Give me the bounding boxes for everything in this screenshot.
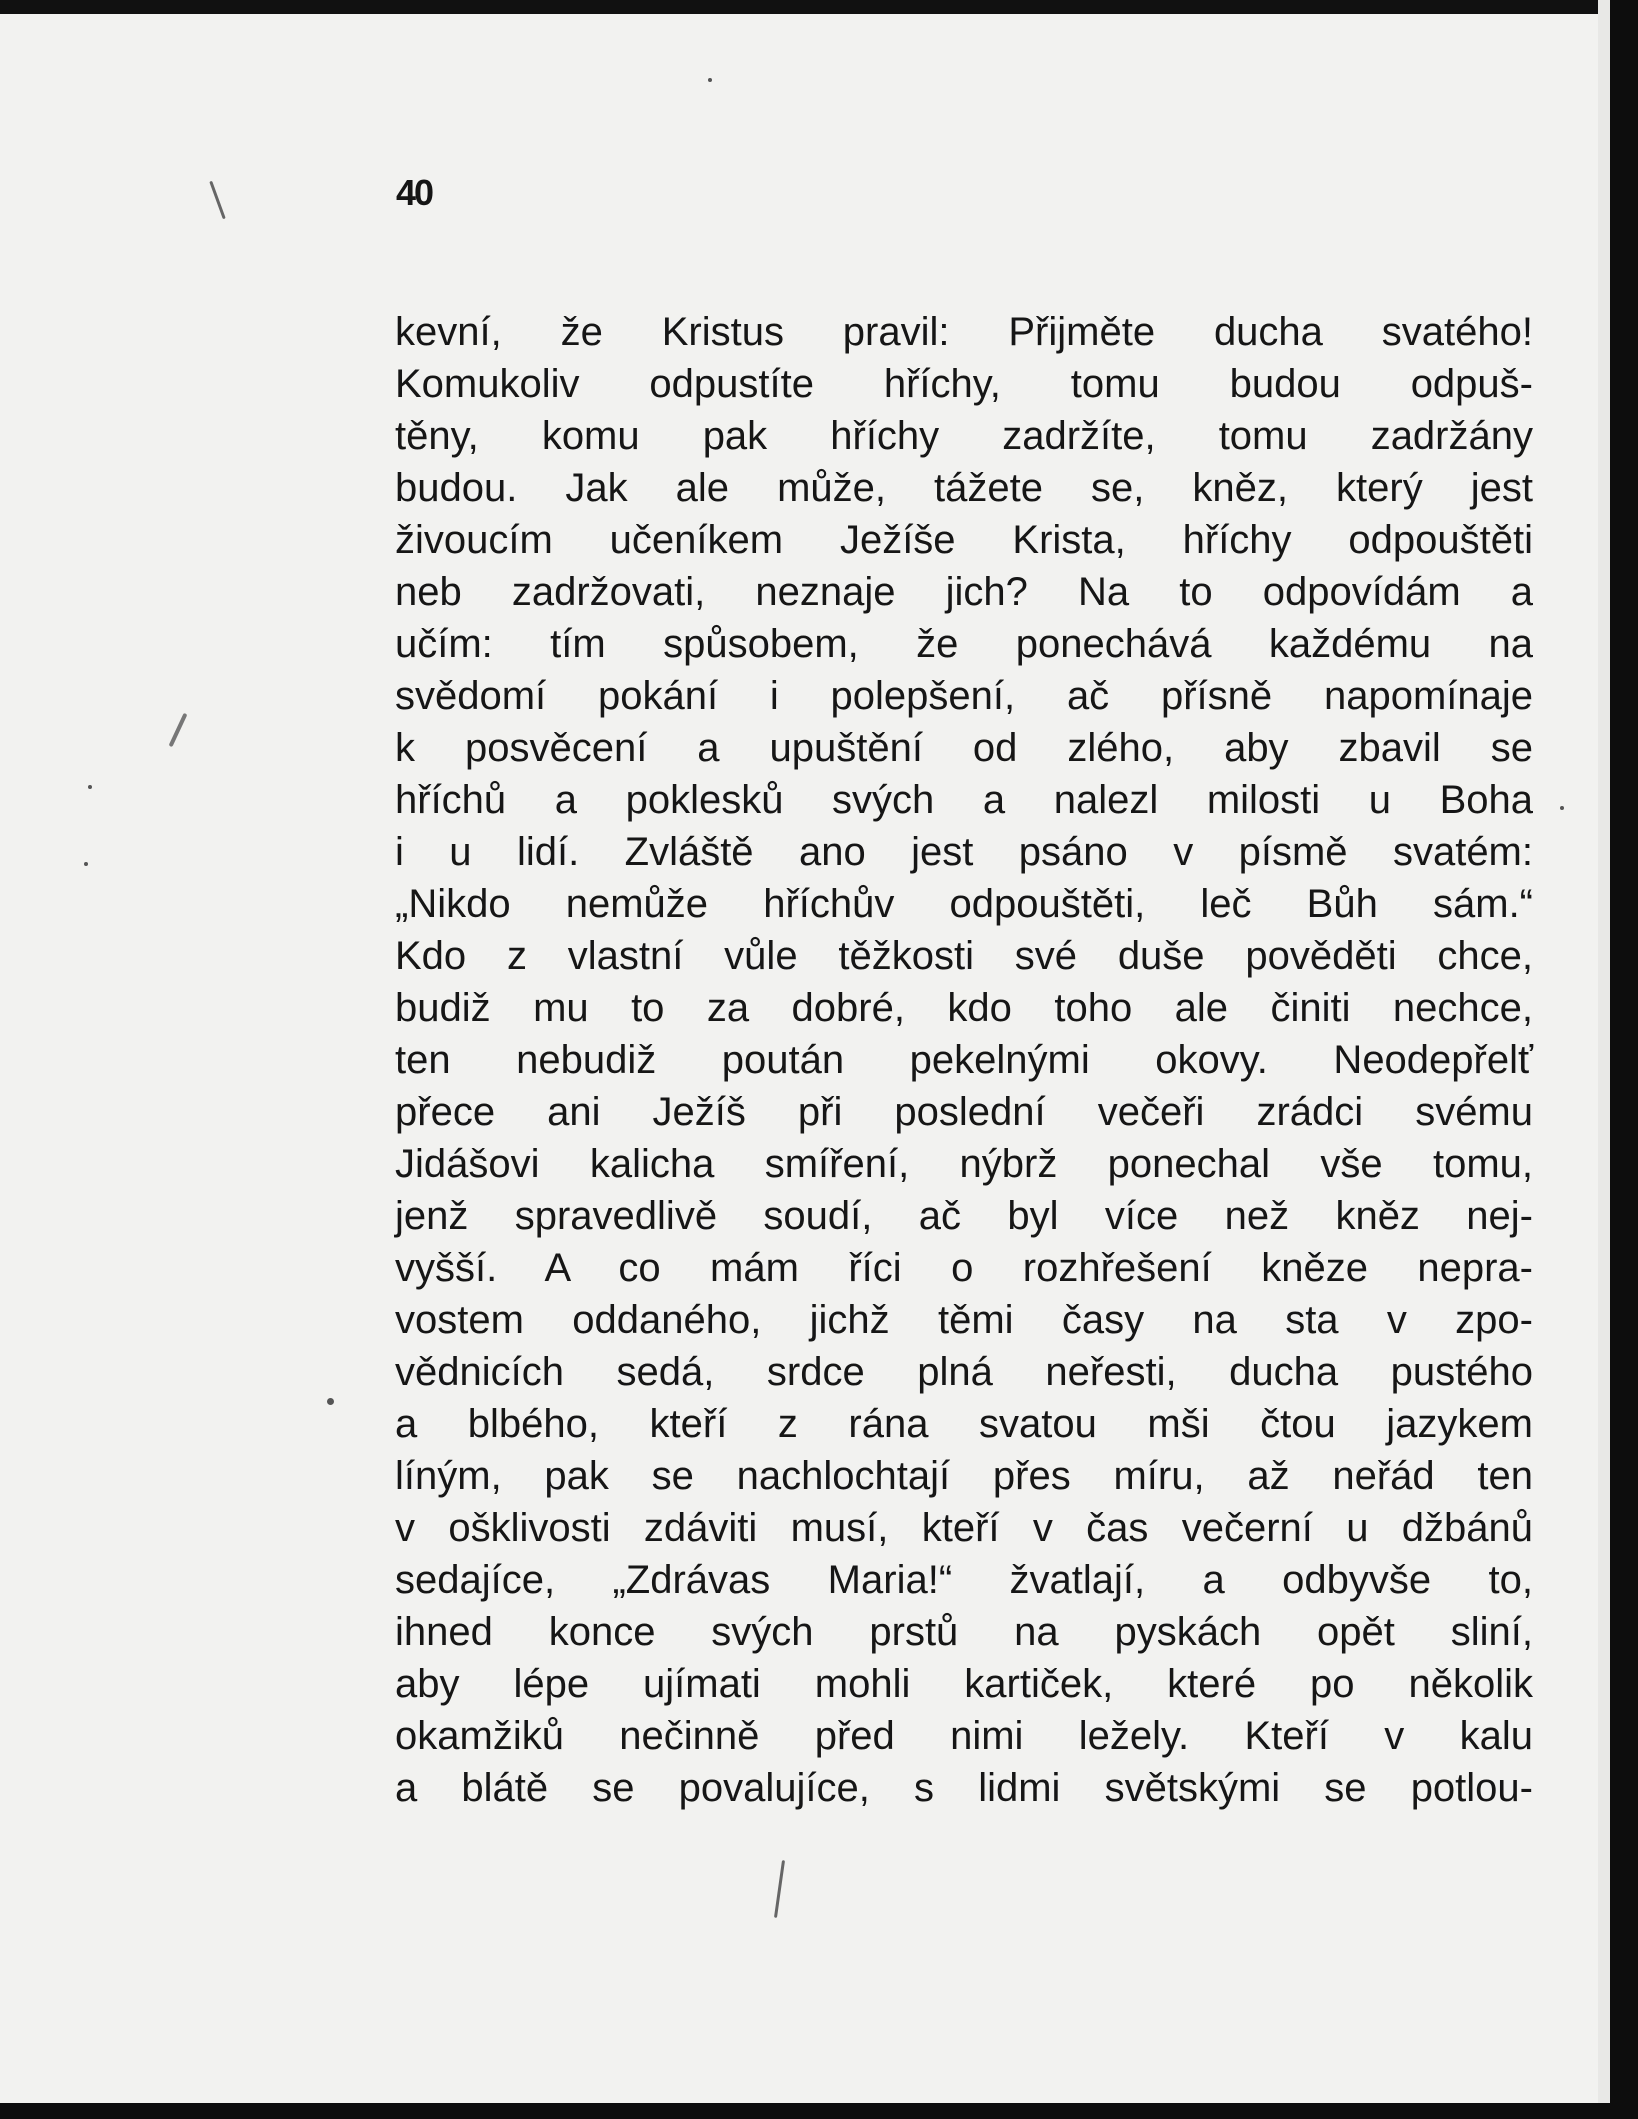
text-line: ten nebudiž poután pekelnými okovy. Neodepřelť xyxy=(395,1038,1533,1082)
text-line: kevní, že Kristus pravil: Přijměte ducha svatého! xyxy=(395,310,1533,354)
text-line: k posvěcení a upuštění od zlého, aby zbavil se xyxy=(395,726,1533,770)
text-line: neb zadržovati, neznaje jich? Na to odpovídám a xyxy=(395,570,1533,614)
text-line: sedajíce, „Zdrávas Maria!“ žvatlají, a odbyvše to, xyxy=(395,1558,1533,1602)
text-line: aby lépe ujímati mohli kartiček, které po několik xyxy=(395,1662,1533,1706)
scan-speck xyxy=(84,862,88,866)
text-line: ihned konce svých prstů na pyskách opět sliní, xyxy=(395,1610,1533,1654)
text-line: těny, komu pak hříchy zadržíte, tomu zadržány xyxy=(395,414,1533,458)
text-line: vyšší. A co mám říci o rozhřešení kněze nepra- xyxy=(395,1246,1533,1290)
text-line: budiž mu to za dobré, kdo toho ale činiti nechce, xyxy=(395,986,1533,1030)
text-line: vostem oddaného, jichž těmi časy na sta v zpo- xyxy=(395,1298,1533,1342)
text-line: Jidášovi kalicha smíření, nýbrž ponechal vše tomu, xyxy=(395,1142,1533,1186)
text-line: okamžiků nečinně před nimi ležely. Kteří v kalu xyxy=(395,1714,1533,1758)
text-line: přece ani Ježíš při poslední večeři zrádci svému xyxy=(395,1090,1533,1134)
text-line: vědnicích sedá, srdce plná neřesti, ducha pustého xyxy=(395,1350,1533,1394)
text-line: „Nikdo nemůže hříchův odpouštěti, leč Bůh sám.“ xyxy=(395,882,1533,926)
scan-speck xyxy=(327,1398,334,1405)
text-line: hříchů a poklesků svých a nalezl milosti u Boha xyxy=(395,778,1533,822)
text-line: učím: tím spůsobem, že ponechává každému na xyxy=(395,622,1533,666)
page-number: 40 xyxy=(396,172,433,213)
page-edge xyxy=(1598,0,1610,2119)
text-line: živoucím učeníkem Ježíše Krista, hříchy odpouštěti xyxy=(395,518,1533,562)
text-line: a blbého, kteří z rána svatou mši čtou jazykem xyxy=(395,1402,1533,1446)
text-line: i u lidí. Zvláště ano jest psáno v písmě svatém: xyxy=(395,830,1533,874)
scan-speck xyxy=(708,78,712,82)
text-line: jenž spravedlivě soudí, ač byl více než kněz nej- xyxy=(395,1194,1533,1238)
text-line: a blátě se povalujíce, s lidmi světskými se potlou- xyxy=(395,1766,1533,1810)
scan-border-right xyxy=(1610,0,1638,2119)
text-line: líným, pak se nachlochtají přes míru, až neřád ten xyxy=(395,1454,1533,1498)
text-line: v ošklivosti zdáviti musí, kteří v čas večerní u džbánů xyxy=(395,1506,1533,1550)
body-text xyxy=(395,306,1533,1814)
text-line: svědomí pokání i polepšení, ač přísně napomínaje xyxy=(395,674,1533,718)
text-line: budou. Jak ale může, tážete se, kněz, který jest xyxy=(395,466,1533,510)
text-line: Kdo z vlastní vůle těžkosti své duše pověděti chce, xyxy=(395,934,1533,978)
scan-speck xyxy=(88,785,92,789)
scan-border-bottom xyxy=(0,2103,1638,2119)
scan-speck xyxy=(1560,806,1564,810)
text-line: Komukoliv odpustíte hříchy, tomu budou odpuš- xyxy=(395,362,1533,406)
